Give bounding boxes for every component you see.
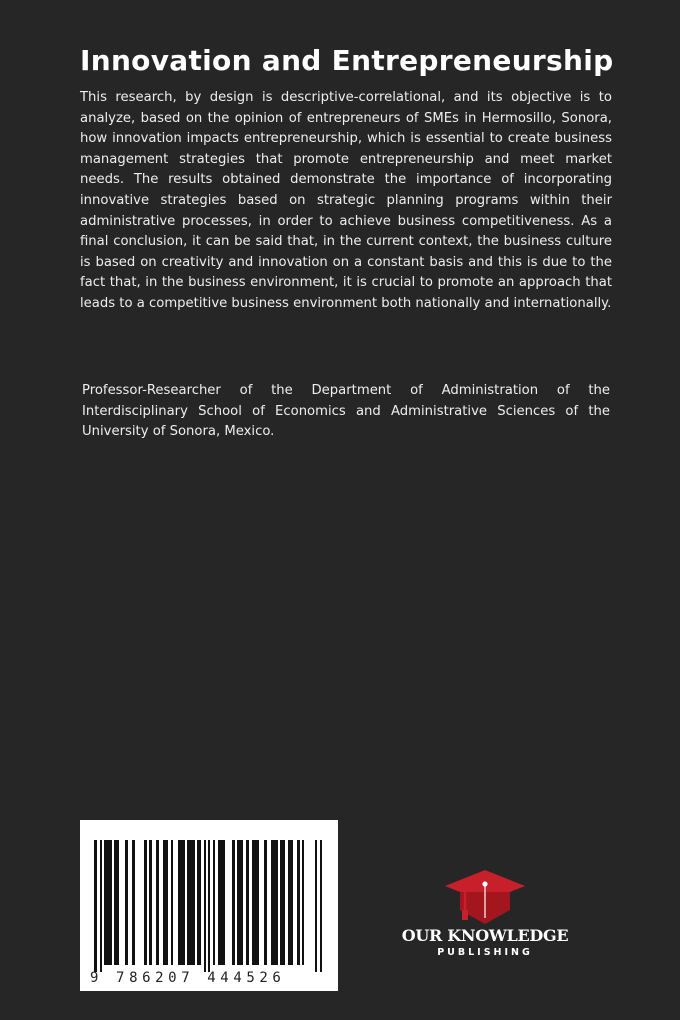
abstract-paragraph: This research, by design is descriptive-correlational, and its objective is to analyze, based on the opinion of entrepreneurs of SMEs in Hermosillo, Sonora, how innovation impacts entrepreneurship, which is essential to create business management strategies that promote entrepreneurship and meet market needs. The results obtained demonstrate the importance of incorporating innovative strategies based on strategic planning programs within their administrative processes, in order to achieve business competitiveness. As a final conclusion, it can be said that, in the current context, the business culture is based on creativity and innovation on a constant basis and this is due to the fact that, in the business environment, it is crucial to promote an approach that leads to a competitive business environment both nationally and internationally.	[80, 90, 612, 311]
barcode-bars-icon	[94, 840, 322, 972]
publisher-subtitle: PUBLISHING	[437, 947, 533, 958]
publisher-logo	[400, 866, 570, 966]
author-bio: Professor-Researcher of the Department of Administration of the Interdisciplinary School of Economics and Administrative Sciences of the University of Sonora, Mexico.	[82, 383, 610, 440]
graduation-cap-icon	[400, 866, 570, 928]
isbn-digits: 9 786207 444526	[90, 970, 286, 986]
book-title: Innovation and Entrepreneurship	[80, 44, 614, 77]
publisher-name: OUR KNOWLEDGE	[401, 926, 569, 945]
isbn-barcode	[80, 820, 338, 991]
